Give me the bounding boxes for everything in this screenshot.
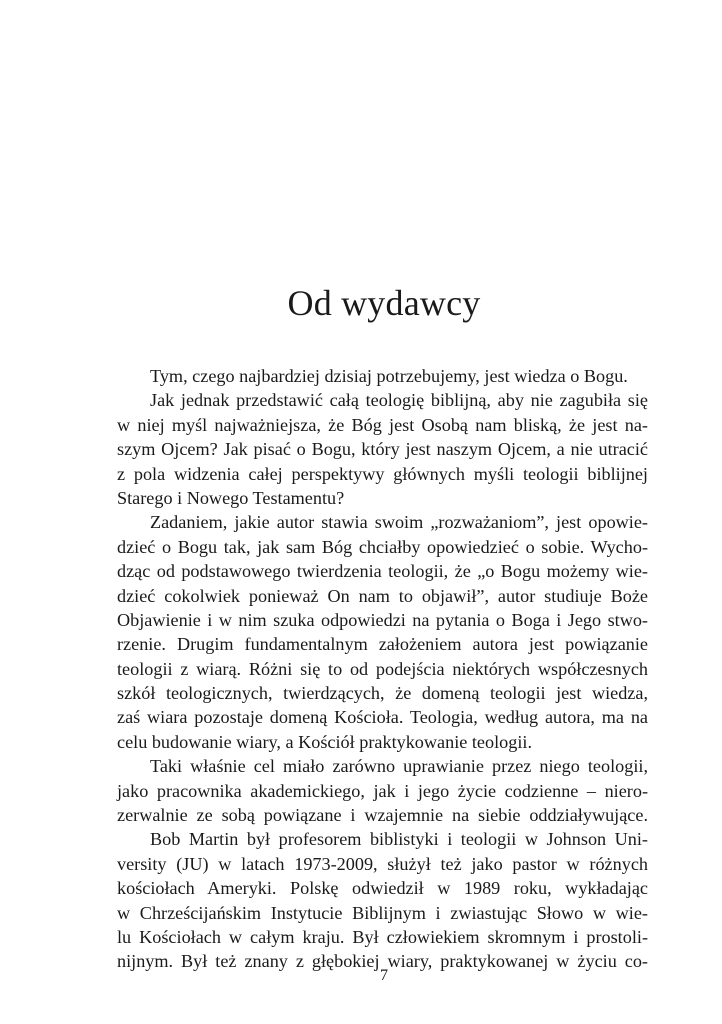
text-line: zerwalnie ze sobą powiązane i wzajemnie na siebie oddziaływujące. bbox=[117, 805, 648, 826]
text-line: Tym, czego najbardziej dzisiaj potrzebujemy, jest wiedza o Bogu. bbox=[150, 366, 628, 386]
text-line: jako pracownika akademickiego, jak i jego życie codzienne – niero- bbox=[117, 780, 648, 801]
text-line: teologii z wiarą. Różni się to od podejścia niektórych współczesnych bbox=[117, 658, 648, 679]
body-text bbox=[117, 364, 648, 974]
text-line: Zadaniem, jakie autor stawia swoim „rozważaniom”, jest opowie- bbox=[150, 512, 648, 533]
paragraph bbox=[117, 754, 648, 827]
text-line: dzieć cokolwiek ponieważ On nam to objawił”, autor studiuje Boże bbox=[117, 585, 648, 606]
text-line: lu Kościołach w całym kraju. Był człowiekiem skromnym i prostoli- bbox=[117, 926, 648, 947]
chapter-title: Od wydawcy bbox=[287, 283, 481, 323]
text-line: nijnym. Był też znany z głębokiej wiary, praktykowanej w życiu co- bbox=[117, 951, 648, 972]
text-line: zaś wiara pozostaje domeną Kościoła. Teologia, według autora, ma na bbox=[117, 707, 648, 728]
text-line: Objawienie i w nim szuka odpowiedzi na pytania o Boga i Jego stwo- bbox=[117, 609, 648, 630]
page-number: 7 bbox=[380, 967, 388, 984]
text-line: w niej myśl najważniejsza, że Bóg jest Osobą nam bliską, że jest na- bbox=[117, 414, 648, 435]
text-line: Jak jednak przedstawić całą teologię biblijną, aby nie zagubiła się bbox=[150, 390, 648, 411]
text-line: Starego i Nowego Testamentu? bbox=[117, 487, 345, 508]
text-line: versity (JU) w latach 1973-2009, służył też jako pastor w różnych bbox=[117, 853, 648, 874]
paragraph bbox=[117, 510, 648, 754]
text-line: rzenie. Drugim fundamentalnym założeniem autora jest powiązanie bbox=[117, 634, 648, 655]
text-line: szkół teologicznych, twierdzących, że domeną teologii jest wiedza, bbox=[117, 683, 648, 704]
paragraph bbox=[117, 364, 648, 388]
text-line: w Chrześcijańskim Instytucie Biblijnym i zwiastując Słowo w wie- bbox=[117, 902, 648, 923]
paragraph bbox=[117, 827, 648, 973]
text-line: dzieć o Bogu tak, jak sam Bóg chciałby opowiedzieć o sobie. Wycho- bbox=[117, 536, 648, 557]
text-line: kościołach Ameryki. Polskę odwiedził w 1989 roku, wykładając bbox=[117, 878, 648, 899]
text-line: szym Ojcem? Jak pisać o Bogu, który jest naszym Ojcem, a nie utracić bbox=[117, 439, 648, 460]
text-line: Taki właśnie cel miało zarówno uprawianie przez niego teologii, bbox=[150, 756, 648, 777]
text-line: z pola widzenia całej perspektywy głównych myśli teologii biblijnej bbox=[117, 463, 648, 484]
paragraph bbox=[117, 388, 648, 510]
text-line: Bob Martin był profesorem biblistyki i teologii w Johnson Uni- bbox=[150, 829, 648, 850]
text-line: celu budowanie wiary, a Kościół praktykowanie teologii. bbox=[117, 731, 532, 752]
text-line: dząc od podstawowego twierdzenia teologii, że „o Bogu możemy wie- bbox=[117, 561, 648, 582]
